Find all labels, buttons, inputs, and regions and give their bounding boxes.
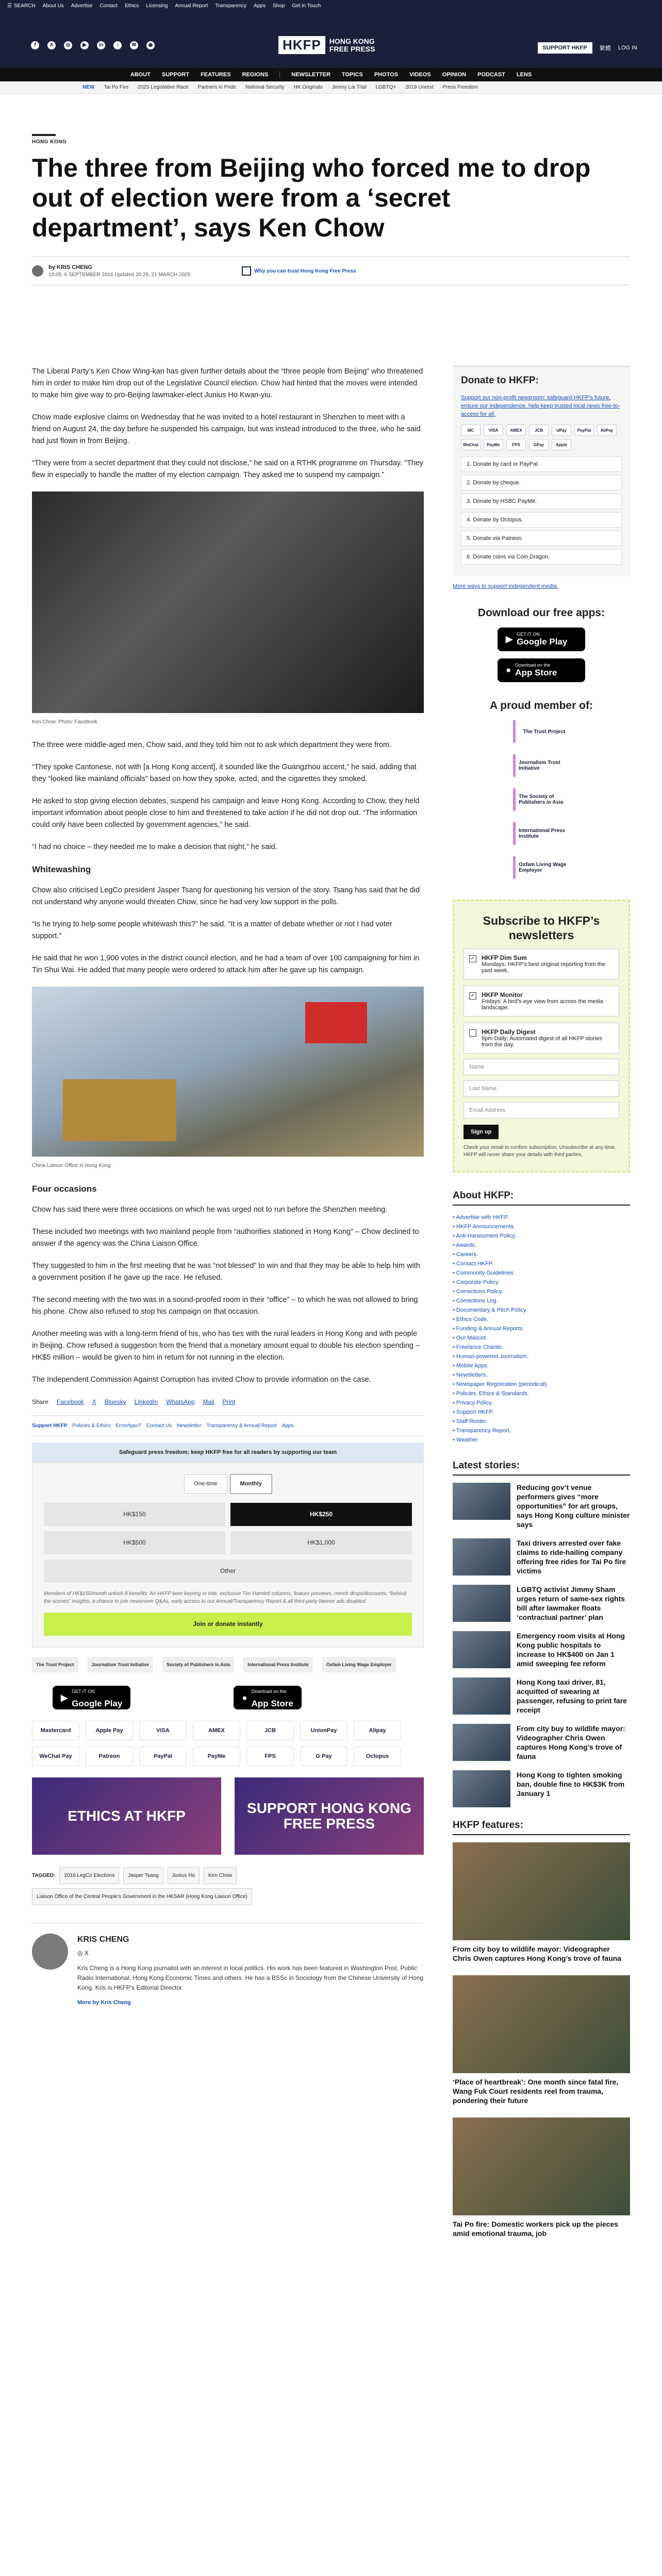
about-link[interactable]: • Human-powered Journalism. <box>453 1353 529 1360</box>
tag[interactable]: Liaison Office of the Central People's Government in the HKSAR (Hong Kong Liaison Office) <box>32 1888 252 1905</box>
site-logo[interactable] <box>278 36 375 54</box>
amount-option[interactable]: HK$150 <box>44 1503 225 1526</box>
support-banner[interactable]: SUPPORT HONG KONG FREE PRESS <box>235 1777 424 1855</box>
share-x[interactable]: X <box>92 1398 96 1405</box>
feature-image <box>453 1842 630 1940</box>
trending-item[interactable]: National Security <box>245 84 285 90</box>
annual-report-link[interactable]: Annual Report <box>175 3 208 9</box>
story-thumbnail <box>453 1677 510 1715</box>
author-avatar[interactable] <box>32 265 43 277</box>
subheading: Four occasions <box>32 1184 97 1194</box>
amount-option[interactable]: HK$1,000 <box>230 1531 412 1554</box>
nav-support[interactable]: SUPPORT <box>161 72 190 78</box>
ethics-link[interactable]: Ethics <box>124 3 139 9</box>
article-tags <box>32 1867 424 1905</box>
photo-caption: China Liaison Office in Hong Kong. <box>32 1163 112 1168</box>
licensing-link[interactable]: Licensing <box>146 3 168 9</box>
about-link[interactable]: • Contact HKFP. <box>453 1261 493 1267</box>
donate-option[interactable]: 6. Donate coins via Coin Dragon. <box>461 549 622 565</box>
logo-mark: HKFP <box>278 36 325 54</box>
category-rule <box>32 134 56 136</box>
tiktok-icon[interactable]: ♪ <box>113 41 122 49</box>
nav-features[interactable]: FEATURES <box>201 72 231 78</box>
story-thumbnail <box>453 1724 510 1761</box>
paragraph: Chow also criticised LegCo president Jasper Tsang for questioning his version of the story. Tsang has said that he did not understand why anyone would threaten Chow, since he had very low support in the polls. <box>32 886 420 906</box>
policy-links <box>32 1415 424 1436</box>
donate-option[interactable]: 2. Donate by cheque. <box>461 475 622 490</box>
photo-caption: Ken Chow. Photo: Facebook. <box>32 719 99 725</box>
amex-icon: AMEX <box>506 425 526 436</box>
checkbox[interactable] <box>469 1029 476 1037</box>
menu-icon: ☰ <box>7 3 12 9</box>
newsletter-option[interactable]: ✓ HKFP Monitor Fridays: A bird’s-eye view from across the media landscape. <box>464 986 619 1016</box>
nav-newsletter[interactable]: NEWSLETTER <box>291 72 331 78</box>
more-ways-link[interactable]: More ways to support independent media. <box>453 583 558 589</box>
publish-date: 14:05, 6 SEPTEMBER 2016 Updated 20:25, 21 MARCH 2025 <box>48 272 191 278</box>
trust-project-logo[interactable]: The Trust Project <box>32 1657 78 1672</box>
ethics-banner[interactable]: ETHICS AT HKFP <box>32 1777 221 1855</box>
gpay-icon: GPay <box>529 439 549 450</box>
feature-image <box>453 2117 630 2215</box>
newsletter-signup <box>453 900 630 1173</box>
oxfam-logo[interactable]: Oxfam Living Wage Employer <box>322 1657 396 1672</box>
tag[interactable]: Junius Ho <box>168 1867 200 1884</box>
paragraph: He asked to stop giving election debates, suspend his campaign and leave Hong Kong. According to Chow, they held important information about people close to him and threatened to take action if he did not drop out. “The information could only have been collected by government agencies,” he said. <box>32 797 420 829</box>
paragraph: The Independent Commission Against Corruption has invited Chow to provide information on the case. <box>32 1376 371 1384</box>
trending-item[interactable]: 2019 Unrest <box>405 84 434 90</box>
paypal-icon: PayPal <box>139 1747 187 1766</box>
x-icon[interactable]: X <box>47 41 56 49</box>
contact-link[interactable]: Contact <box>100 3 118 9</box>
about-link[interactable]: • Transparency Report. <box>453 1428 511 1434</box>
paragraph: The second meeting with the two was in a sound-proofed room in their “office” – to which he was not allowed to bring his phone. Chow also refused to stop his campaign on that occasion. <box>32 1296 418 1316</box>
about-link[interactable]: • Community Guidelines. <box>453 1270 515 1276</box>
nav-topics[interactable]: TOPICS <box>342 72 363 78</box>
language-link[interactable]: 繁體 <box>599 45 611 52</box>
sidebar-store-buttons <box>453 628 630 682</box>
trust-link[interactable]: Why you can trust Hong Kong Free Press <box>242 266 356 276</box>
instagram-icon[interactable]: ◎ <box>64 41 72 49</box>
about-link[interactable]: • Freelance Charter. <box>453 1344 504 1350</box>
monthly-tab[interactable]: Monthly <box>230 1475 272 1494</box>
unionpay-icon: UnionPay <box>300 1721 347 1740</box>
paragraph: These included two meetings with two mainland people from “authorities stationed in Hong Kong” – Chow declined to answer if the agency was the China Liaison Office. <box>32 1228 419 1248</box>
policy-apps[interactable]: Apps <box>282 1423 294 1429</box>
feature-story[interactable]: Tai Po fire: Domestic workers pick up the pieces amid emotional trauma, job <box>453 2117 630 2238</box>
story-thumbnail <box>453 1631 510 1668</box>
apps-link[interactable]: Apps <box>254 3 266 9</box>
more-by-author-link[interactable]: More by Kris Cheng <box>77 1999 131 2006</box>
about-link[interactable]: • Mobile Apps. <box>453 1363 489 1369</box>
visa-icon: VISA <box>139 1721 187 1740</box>
donate-banner: Safeguard press freedom; keep HKFP free for all readers by supporting our team <box>32 1443 424 1463</box>
amount-option[interactable]: HK$500 <box>44 1531 225 1554</box>
author-box <box>32 1923 424 2009</box>
play-icon: ▶ <box>506 634 513 644</box>
about-link[interactable]: • Support HKFP. <box>453 1409 494 1415</box>
policy-contact[interactable]: Contact Us <box>146 1423 172 1429</box>
frequency-toggle <box>44 1475 412 1494</box>
trending-label: NEW <box>82 84 95 90</box>
sopa-logo[interactable]: The Society of Publishers in Asia <box>513 788 570 811</box>
name-field[interactable]: Name <box>464 1059 619 1075</box>
paragraph: Chow made explosive claims on Wednesday that he was invited to a hotel restaurant in Shenzhen to meet with a friend on August 24, the day before he suspended his campaign, but was instead introduced to the three, who he said had just flown in from Beijing. <box>32 413 421 445</box>
ipi-logo[interactable]: International Press Institute <box>513 822 570 845</box>
advertise-link[interactable]: Advertise <box>71 3 93 9</box>
latest-story[interactable]: Emergency room visits at Hong Kong public hospitals to increase to HK$400 on Jan 1 amid sweeping fee reform <box>453 1631 630 1668</box>
article-header <box>32 134 630 243</box>
share-whatsapp[interactable]: WhatsApp <box>166 1398 195 1405</box>
ipi-logo[interactable]: International Press Institute <box>243 1657 313 1672</box>
donate-intro-link[interactable]: Support our non-profit newsroom: safeguard HKFP’s future, ensure our independence, help keep trusted local news free-to-access for all. <box>461 395 620 417</box>
threads-icon[interactable]: ◉ <box>146 41 155 49</box>
story-thumbnail <box>453 1483 510 1520</box>
author-social <box>77 1947 424 1959</box>
jti-logo[interactable]: Journalism Trust Initiative <box>513 754 570 777</box>
jcb-icon: JCB <box>246 1721 294 1740</box>
amex-icon: AMEX <box>193 1721 240 1740</box>
about-link[interactable]: • Advertise with HKFP. <box>453 1214 509 1221</box>
latest-story[interactable]: Hong Kong taxi driver, 81, acquitted of swearing at passenger, refusing to print fare receipt <box>453 1677 630 1715</box>
nav-opinion[interactable]: OPINION <box>442 72 467 78</box>
share-label: Share <box>32 1398 49 1405</box>
member-benefits-note: Members of HK$150/month unlock 8 benefits: An HKFP beer keyring or tote, exclusive Tim Hamlett columns, feature previews, merch drops/discounts, “behind the scenes” insights, a chance to join newsroom Q&As, early access to our Annual/Transparency Report & all third-party banner ads disabled. <box>44 1591 406 1604</box>
latest-title: Latest stories: <box>453 1460 630 1476</box>
article-title: The three from Beijing who forced me to drop out of election were from a ‘secret department’, says Ken Chow <box>32 154 591 242</box>
paragraph: “They spoke Cantonese, not with [a Hong Kong accent], it sounded like the Guangzhou accent,” he said, adding that they “looked like mainland officials” based on how they spoke, acted, and the cigarettes they smoked. <box>32 763 417 783</box>
apple-icon: ● <box>506 665 511 675</box>
nav-lens[interactable]: LENS <box>516 72 532 78</box>
facebook-icon[interactable]: f <box>31 41 39 49</box>
apple-pay-icon: Apple Pay <box>86 1721 133 1740</box>
app-store-button[interactable]: ● Download on the App Store <box>234 1686 302 1709</box>
share-print[interactable]: Print <box>222 1398 236 1405</box>
join-button[interactable]: Join or donate instantly <box>44 1613 412 1636</box>
policy-support[interactable]: Support HKFP <box>32 1423 68 1429</box>
last-name-field[interactable]: Last Name <box>464 1080 619 1097</box>
trending-item[interactable]: Tai Po Fire <box>104 84 129 90</box>
sopa-logo[interactable]: Society of Publishers in Asia <box>162 1657 234 1672</box>
subheading: Whitewashing <box>32 865 91 874</box>
mail-icon[interactable]: ✉ <box>130 41 138 49</box>
nav-videos[interactable]: VIDEOS <box>409 72 431 78</box>
email-field[interactable]: Email Address <box>464 1102 619 1118</box>
about-link[interactable]: • Newsletters. <box>453 1372 488 1378</box>
features-title: HKFP features: <box>453 1820 630 1835</box>
member-logos <box>32 1657 424 1672</box>
plaque-shape <box>63 1079 176 1141</box>
about-link[interactable]: • Newspaper Registration (periodical). <box>453 1381 548 1387</box>
flag-shape <box>305 1002 367 1043</box>
donate-box <box>453 366 630 576</box>
about-link[interactable]: • HKFP Announcements. <box>453 1224 516 1230</box>
site-header <box>0 11 662 68</box>
features-list <box>453 1842 630 2238</box>
gpay-icon: G Pay <box>300 1747 347 1766</box>
login-link[interactable]: LOG IN <box>618 45 637 51</box>
latest-story[interactable]: LGBTQ activist Jimmy Sham urges return of same-sex rights bill after lawmaker floats ‘contractual partner’ plan <box>453 1585 630 1622</box>
author-name[interactable]: by KRIS CHENG <box>48 264 92 270</box>
wechat-icon: WeChat <box>461 439 481 450</box>
nav-regions[interactable]: REGIONS <box>242 72 269 78</box>
author-bio: Kris Cheng is a Hong Kong journalist with an interest in local politics. His work has been featured in Washington Post, Public Radio International, Hong Kong Economic Times and others. He has a BSSc in Sociology from the Chinese University of Hong Kong. Kris is HKFP's Editorial Director. <box>77 1964 424 1991</box>
paragraph: The Liberal Party’s Ken Chow Wing-kan has given further details about the “three people from Beijing” who threatened him in order to make him drop out of the Legislative Council election. Chow had hinted that the moves were intended to make him give way to pro-Beijing lawmaker-elect Junius Ho Kwan-yiu. <box>32 367 423 399</box>
app-store-button[interactable]: ● Download on the App Store <box>498 658 585 682</box>
donate-option[interactable]: 4. Donate by Octopus. <box>461 512 622 528</box>
feature-image <box>453 1975 630 2073</box>
share-mail[interactable]: Mail <box>203 1398 214 1405</box>
trending-item[interactable]: LGBTQ+ <box>375 84 396 90</box>
policy-transparency[interactable]: Transparency & Annual Report <box>206 1423 277 1429</box>
about-link[interactable]: • Corporate Policy. <box>453 1279 500 1285</box>
trust-project-logo[interactable]: The Trust Project <box>513 720 570 743</box>
get-in-touch-link[interactable]: Get in Touch <box>292 3 321 9</box>
member-title: A proud member of: <box>490 700 593 711</box>
checkbox[interactable]: ✓ <box>469 992 476 999</box>
play-icon: ▶ <box>61 1692 68 1703</box>
alipay-icon: Alipay <box>354 1721 401 1740</box>
author-photo[interactable] <box>32 1934 68 1970</box>
apple-pay-icon: Apple <box>552 439 571 450</box>
apps-title: Download our free apps: <box>477 607 605 619</box>
latest-story[interactable]: Taxi drivers arrested over fake claims to ride-hailing company offering free rides for Tai Po fire victims <box>453 1538 630 1575</box>
about-link[interactable]: • Documentary & Pitch Policy. <box>453 1307 527 1313</box>
trending-item[interactable]: HK Originals <box>293 84 323 90</box>
donate-option[interactable]: 1. Donate by card or PayPal. <box>461 456 622 472</box>
tag[interactable]: 2016 LegCo Elections <box>59 1867 119 1884</box>
paragraph: “They were from a secret department that they could not disclose,” he said on a RTHK programme on Thursday. “They flew in especially to handle the matter of my election campaign. They asked me to suspend my campaign.” <box>32 459 424 479</box>
about-link[interactable]: • Privacy Policy. <box>453 1400 493 1406</box>
share-bar <box>32 1396 424 1408</box>
donate-option[interactable]: 3. Donate by HSBC PayMe. <box>461 494 622 509</box>
amount-option-selected[interactable]: HK$250 <box>230 1503 412 1526</box>
donate-option[interactable]: 5. Donate via Patreon. <box>461 531 622 546</box>
mastercard-icon: MC <box>461 425 481 436</box>
payme-icon: PayMe <box>484 439 503 450</box>
main-nav <box>0 68 662 81</box>
apple-icon: ● <box>242 1692 247 1703</box>
article-byline <box>32 257 630 285</box>
trending-item[interactable]: 2025 Legislative Race <box>138 84 189 90</box>
newsletter-title: Subscribe to HKFP’s newsletters <box>483 914 600 942</box>
trending-item[interactable]: Press Freedom <box>442 84 478 90</box>
share-facebook[interactable]: Facebook <box>57 1398 84 1405</box>
paragraph: “I had no choice – they needed me to make a decision that night,” he said. <box>32 843 277 851</box>
paragraph: Another meeting was with a long-term friend of his, who has ties with the rural leaders in Hong Kong and with people in Beijing. Chow refused a suggestion from the friend that a monetary amount equal to double his election spending – HK$5 million – would be given to him in return for not running in the election. <box>32 1330 420 1362</box>
google-play-button[interactable]: ▶ GET IT ON Google Play <box>53 1686 130 1709</box>
jcb-icon: JCB <box>529 425 549 436</box>
latest-story[interactable]: Reducing gov’t venue performers gives “more opportunities” for art groups, says Hong Kong culture minister says <box>453 1483 630 1529</box>
article-category[interactable]: HONG KONG <box>32 139 67 145</box>
about-link[interactable]: • Ethics Code. <box>453 1316 489 1323</box>
share-linkedin[interactable]: LinkedIn <box>134 1398 158 1405</box>
story-thumbnail <box>453 1770 510 1807</box>
member-list <box>453 720 630 879</box>
one-time-tab[interactable]: One-time <box>184 1475 227 1494</box>
shop-link[interactable]: Shop <box>272 3 285 9</box>
share-bluesky[interactable]: Bluesky <box>104 1398 126 1405</box>
paragraph: The three were middle-aged men, Chow said, and they told him not to ask which department they were from. <box>32 741 392 749</box>
nav-about[interactable]: ABOUT <box>130 72 151 78</box>
nav-photos[interactable]: PHOTOS <box>374 72 399 78</box>
trending-bar <box>0 81 662 94</box>
paragraph: Chow has said there were three occasions on which he was urged not to run before the Shenzhen meeting. <box>32 1206 388 1214</box>
liaison-office-photo <box>32 987 424 1157</box>
social-links <box>31 41 155 49</box>
payment-methods <box>32 1721 424 1766</box>
fps-icon: FPS <box>506 439 526 450</box>
app-store-row <box>53 1686 424 1709</box>
donate-cards <box>461 425 622 450</box>
paragraph: “Is he trying to help some people whitewash this?” he said. “It is a matter of debate whether or not I had voter support.” <box>32 920 392 940</box>
mastercard-icon: Mastercard <box>32 1721 79 1740</box>
google-play-button[interactable]: ▶ GET IT ON Google Play <box>498 628 585 651</box>
search-link[interactable]: ☰ SEARCH <box>7 3 36 9</box>
about-link[interactable]: • Corrections Log. <box>453 1298 498 1304</box>
about-link[interactable]: • Funding & Annual Reports. <box>453 1326 524 1332</box>
tag[interactable]: Jasper Tsang <box>123 1867 163 1884</box>
sidebar <box>453 366 630 2250</box>
about-title: About HKFP: <box>453 1190 630 1206</box>
donate-widget <box>32 1443 424 1648</box>
about-link[interactable]: • Careers. <box>453 1251 478 1258</box>
about-link[interactable]: • Corrections Policy. <box>453 1289 503 1295</box>
octopus-icon: Octopus <box>354 1747 401 1766</box>
tag[interactable]: Ken Chow <box>204 1867 237 1884</box>
paypal-icon: PayPal <box>574 425 594 436</box>
x-icon[interactable]: X <box>84 1950 89 1957</box>
checkbox[interactable]: ✓ <box>469 955 476 962</box>
trending-item[interactable]: Partners in Pride <box>197 84 237 90</box>
signup-button[interactable]: Sign up <box>464 1125 499 1139</box>
trending-item[interactable]: Jimmy Lai Trial <box>332 84 367 90</box>
article-body <box>32 366 424 2009</box>
latest-stories <box>453 1483 630 1807</box>
youtube-icon[interactable]: ▶ <box>80 41 89 49</box>
wechat-pay-icon: WeChat Pay <box>32 1747 79 1766</box>
about-list <box>453 1213 630 1445</box>
about-link[interactable]: • Weather. <box>453 1437 479 1443</box>
visa-icon: VISA <box>484 425 503 436</box>
latest-story[interactable]: Hong Kong to tighten smoking ban, double fine to HK$3K from January 1 <box>453 1770 630 1807</box>
about-link[interactable]: • Anti-Harassment Policy. <box>453 1233 516 1239</box>
policy-ethics[interactable]: Policies & Ethics <box>72 1423 111 1429</box>
feature-story[interactable]: From city boy to wildlife mayor: Videographer Chris Owen captures Hong Kong’s trove of fauna <box>453 1842 630 1963</box>
amount-options <box>44 1503 412 1583</box>
globe-icon[interactable]: ◎ <box>77 1950 83 1957</box>
policy-error[interactable]: Error/typo? <box>115 1423 141 1429</box>
trust-icon <box>242 266 251 276</box>
latest-story[interactable]: From city buy to wildlife mayor: Videographer Chris Owen captures Hong Kong’s trove of fauna <box>453 1724 630 1761</box>
logo-wordmark: HONG KONG FREE PRESS <box>329 37 375 53</box>
paragraph: He said that he won 1,900 votes in the district council election, and he had a team of over 100 campaigning for him in Tin Shui Wai. He added that many people were ordered to attack him after he gave up his campaign. <box>32 954 420 974</box>
newsletter-option[interactable]: HKFP Daily Digest 9pm Daily: Automated digest of all HKFP stories from the day. <box>464 1023 619 1054</box>
amount-other[interactable]: Other <box>44 1560 412 1583</box>
author-box-name[interactable]: KRIS CHENG <box>77 1935 129 1944</box>
feature-story[interactable]: ‘Place of heartbreak’: One month since fatal fire, Wang Fuk Court residents reel from trauma, pondering their future <box>453 1975 630 2105</box>
about-link[interactable]: About Us <box>42 3 64 9</box>
alipay-icon: AliPay <box>597 425 617 436</box>
transparency-link[interactable]: Transparency <box>215 3 247 9</box>
tags-label: TAGGED: <box>32 1873 56 1878</box>
oxfam-logo[interactable]: Oxfam Living Wage Employer <box>513 856 570 879</box>
support-hkfp-button[interactable]: SUPPORT HKFP <box>538 42 592 54</box>
paragraph: They suggested to him in the first meeting that he was “not blessed” to win and that they may be able to help him with a government position if he gave up the race. He refused. <box>32 1262 420 1282</box>
about-link[interactable]: • Our Mascot. <box>453 1335 487 1341</box>
utility-bar <box>0 0 662 11</box>
linkedin-icon[interactable]: in <box>97 41 105 49</box>
about-link[interactable]: • Policies, Ethics & Standards. <box>453 1391 529 1397</box>
donate-title: Donate to HKFP: <box>461 375 539 386</box>
newsletter-note: Check your email to confirm subscription. Unsubscribe at any time. HKFP will never share your details with third parties. <box>464 1145 616 1158</box>
ken-chow-photo <box>32 492 424 713</box>
policy-newsletter[interactable]: Newsletter <box>177 1423 202 1429</box>
story-thumbnail <box>453 1538 510 1575</box>
about-link[interactable]: • Awards. <box>453 1242 476 1248</box>
fps-icon: FPS <box>246 1747 294 1766</box>
jti-logo[interactable]: Journalism Trust Initiative <box>88 1657 154 1672</box>
promo-banners <box>32 1777 424 1855</box>
payme-icon: PayMe <box>193 1747 240 1766</box>
nav-divider <box>279 71 280 78</box>
story-thumbnail <box>453 1585 510 1622</box>
patreon-icon: Patreon <box>86 1747 133 1766</box>
about-link[interactable]: • Staff Roster. <box>453 1418 488 1425</box>
newsletter-option[interactable]: ✓ HKFP Dim Sum Mondays: HKFP’s best original reporting from the past week. <box>464 948 619 979</box>
nav-podcast[interactable]: PODCAST <box>477 72 505 78</box>
unionpay-icon: UPay <box>552 425 571 436</box>
